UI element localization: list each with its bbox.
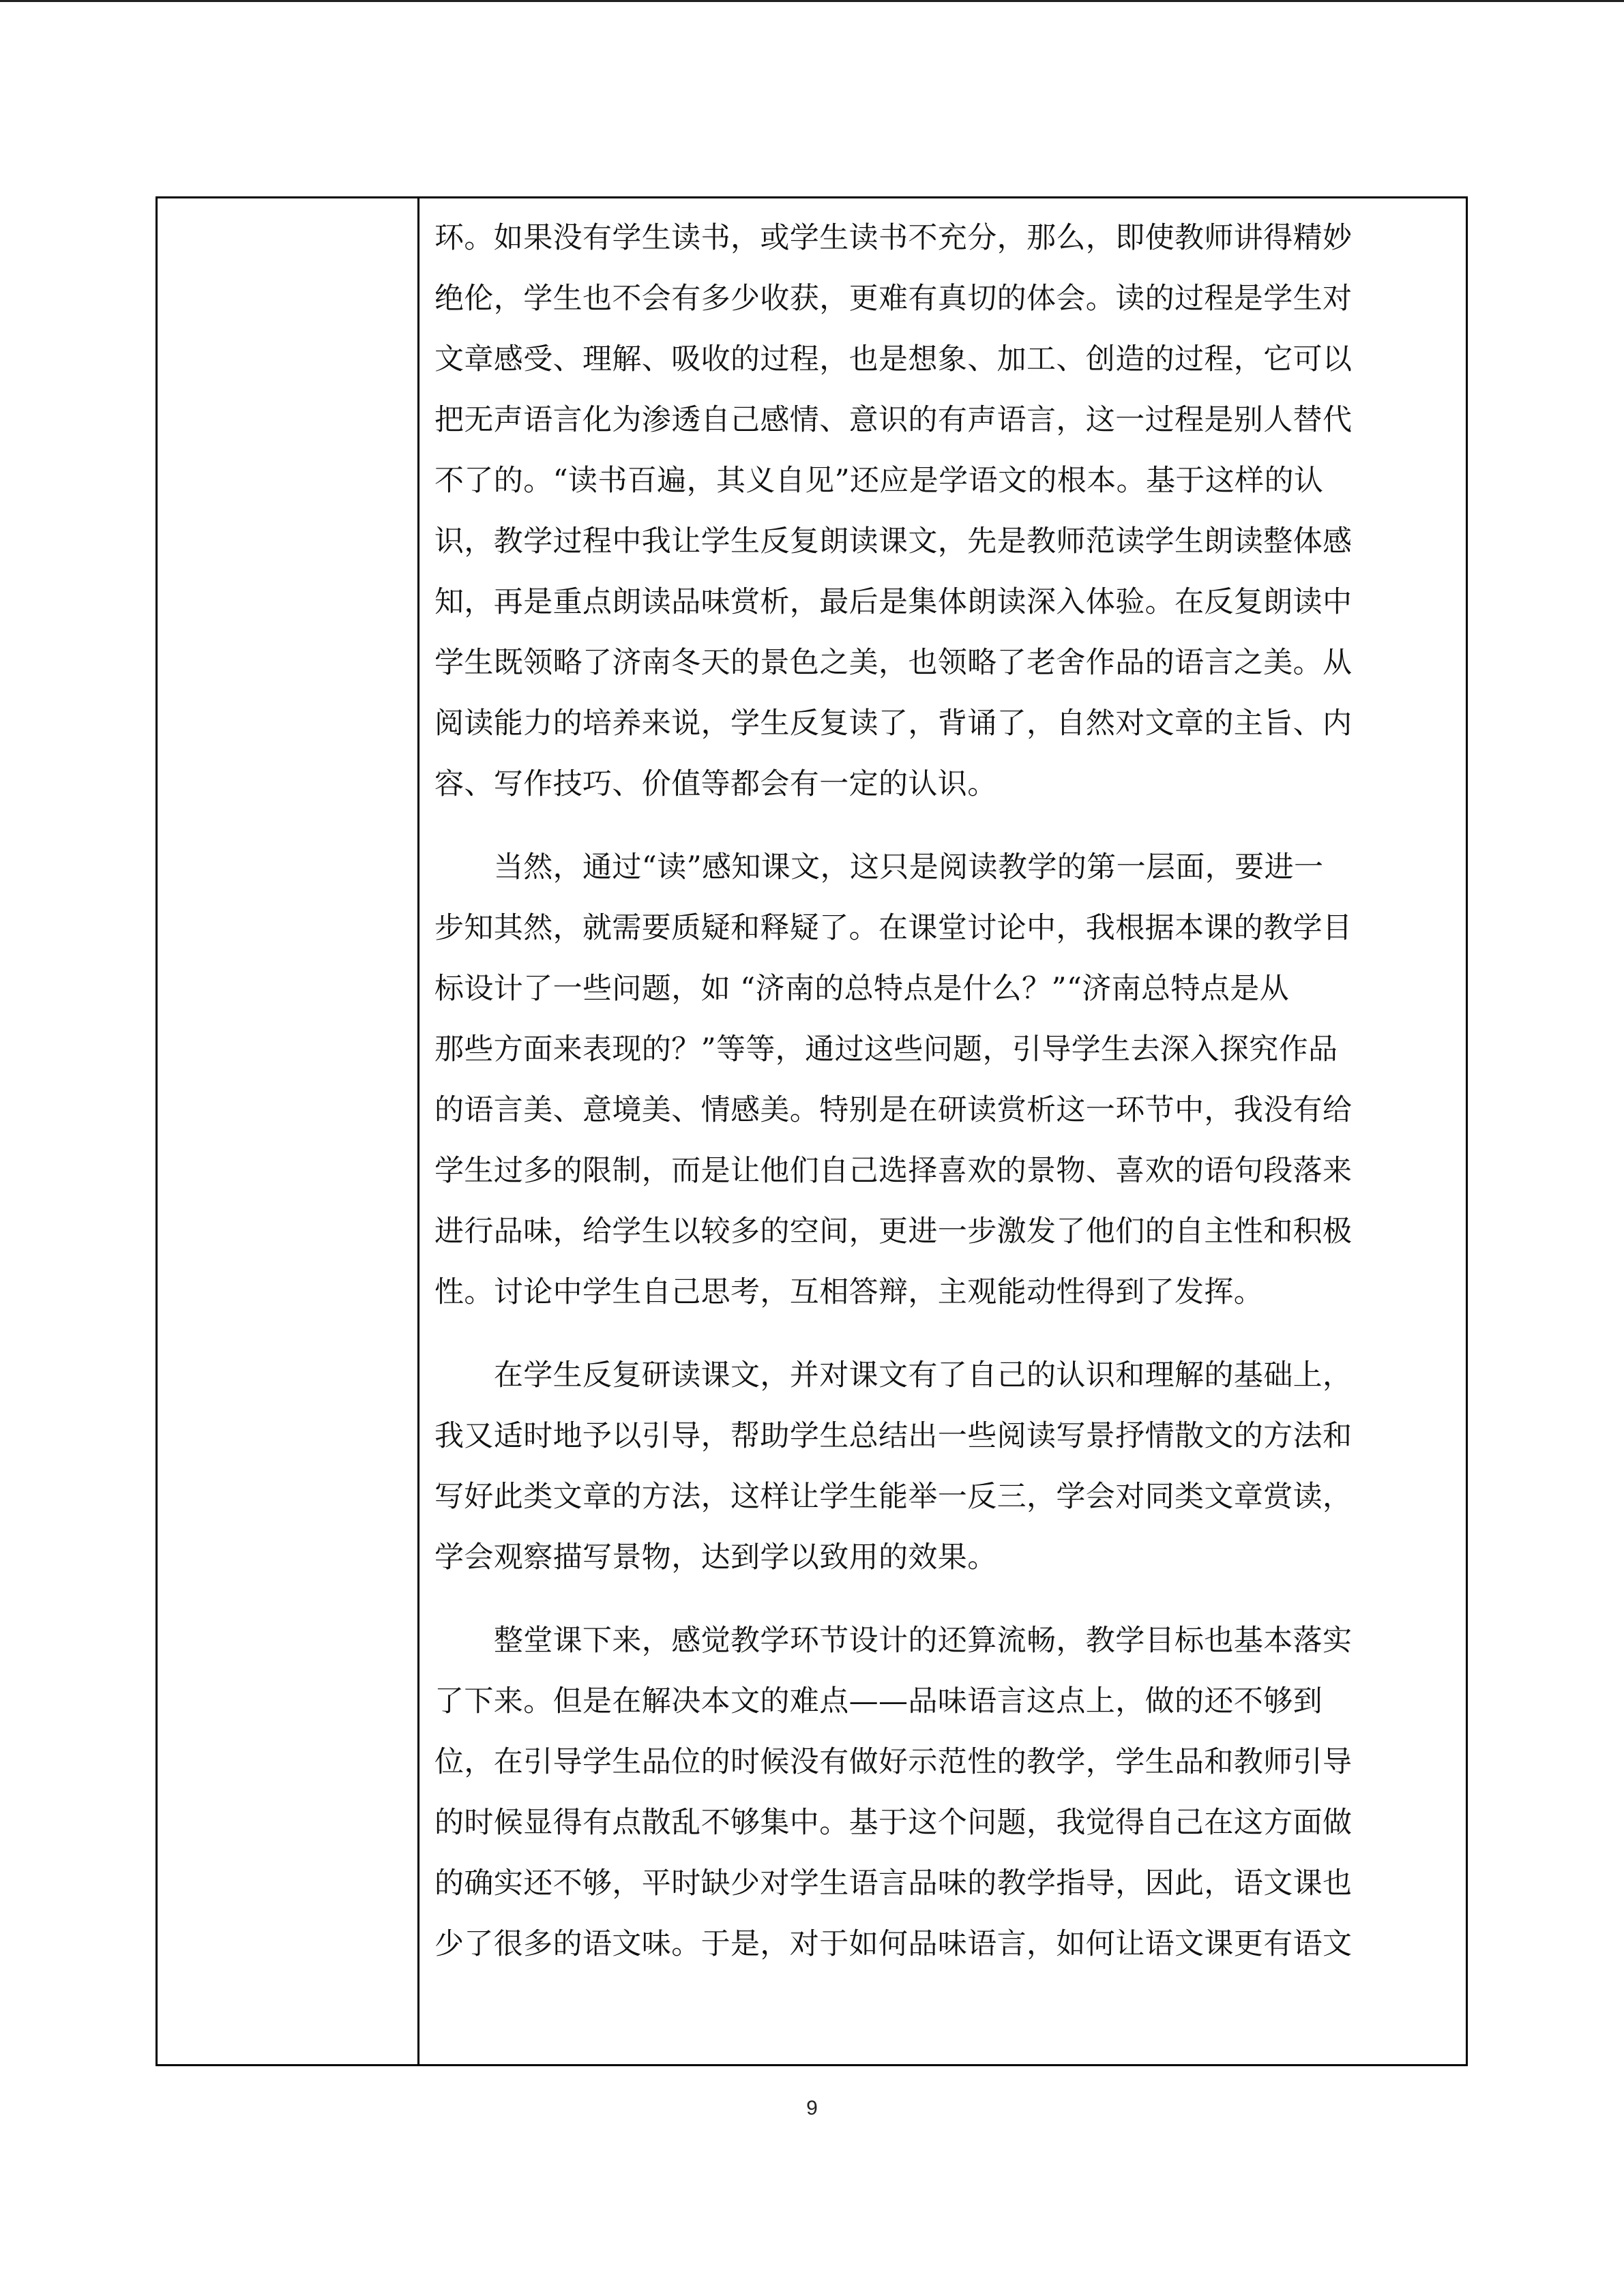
text-line: 学生过多的限制，而是让他们自己选择喜欢的景物、喜欢的语句段落来: [434, 1154, 1353, 1188]
paragraph-indent: [434, 1624, 494, 1658]
paragraph-indent: [434, 1358, 494, 1392]
paragraph-3: [434, 1345, 1451, 1588]
text-line: 步知其然，就需要质疑和释疑了。在课堂讨论中，我根据本课的教学目: [434, 911, 1353, 945]
text-line: 文章感受、理解、吸收的过程，也是想象、加工、创造的过程，它可以: [434, 342, 1353, 376]
table-label-cell: [158, 198, 419, 2064]
text-line: 环。如果没有学生读书，或学生读书不充分，那么，即使教师讲得精妙: [434, 221, 1353, 255]
text-line: 知，再是重点朗读品味赏析，最后是集体朗读深入体验。在反复朗读中: [434, 585, 1353, 619]
reflection-table: [156, 196, 1468, 2066]
text-line: 学会观察描写景物，达到学以致用的效果。: [434, 1540, 997, 1575]
page-number: 9: [806, 2097, 818, 2119]
text-line: 标设计了一些问题，如 “济南的总特点是什么？”“济南总特点是从: [434, 972, 1290, 1006]
text-line: 那些方面来表现的？”等等，通过这些问题，引导学生去深入探究作品: [434, 1032, 1338, 1067]
text-line: 学生既领略了济南冬天的景色之美，也领略了老舍作品的语言之美。从: [434, 646, 1353, 680]
text-line: 了下来。但是在解决本文的难点——品味语言这点上，做的还不够到: [434, 1684, 1323, 1718]
text-line: 在学生反复研读课文，并对课文有了自己的认识和理解的基础上，: [493, 1358, 1353, 1392]
table-content-cell: [419, 198, 1466, 2064]
text-line: 性。讨论中学生自己思考，互相答辩，主观能动性得到了发挥。: [434, 1275, 1264, 1309]
text-line: 绝伦，学生也不会有多少收获，更难有真切的体会。读的过程是学生对: [434, 282, 1353, 316]
text-line: 识，教学过程中我让学生反复朗读课文，先是教师范读学生朗读整体感: [434, 524, 1353, 558]
paragraph-1: [434, 208, 1451, 815]
text-line: 进行品味，给学生以较多的空间，更进一步激发了他们的自主性和积极: [434, 1214, 1353, 1249]
paragraph-2: [434, 837, 1451, 1323]
top-border-rule: [0, 0, 1624, 2]
text-line: 阅读能力的培养来说，学生反复读了，背诵了，自然对文章的主旨、内: [434, 706, 1353, 741]
text-line: 整堂课下来，感觉教学环节设计的还算流畅，教学目标也基本落实: [493, 1624, 1353, 1658]
text-line: 不了的。“读书百遍，其义自见”还应是学语文的根本。基于这样的认: [434, 464, 1324, 498]
text-line: 当然，通过“读”感知课文，这只是阅读教学的第一层面，要进一: [493, 850, 1324, 884]
text-line: 少了很多的语文味。于是，对于如何品味语言，如何让语文课更有语文: [434, 1927, 1353, 1961]
paragraph-4: [434, 1611, 1451, 1975]
text-line: 容、写作技巧、价值等都会有一定的认识。: [434, 767, 997, 801]
text-line: 的时候显得有点散乱不够集中。基于这个问题，我觉得自己在这方面做: [434, 1806, 1353, 1840]
text-line: 我又适时地予以引导，帮助学生总结出一些阅读写景抒情散文的方法和: [434, 1419, 1353, 1453]
text-line: 位，在引导学生品位的时候没有做好示范性的教学，学生品和教师引导: [434, 1745, 1353, 1779]
text-line: 把无声语言化为渗透自己感情、意识的有声语言，这一过程是别人替代: [434, 403, 1353, 437]
text-line: 的确实还不够，平时缺少对学生语言品味的教学指导，因此，语文课也: [434, 1866, 1353, 1900]
text-line: 写好此类文章的方法，这样让学生能举一反三，学会对同类文章赏读，: [434, 1480, 1353, 1514]
text-line: 的语言美、意境美、情感美。特别是在研读赏析这一环节中，我没有给: [434, 1093, 1353, 1127]
paragraph-indent: [434, 850, 494, 884]
